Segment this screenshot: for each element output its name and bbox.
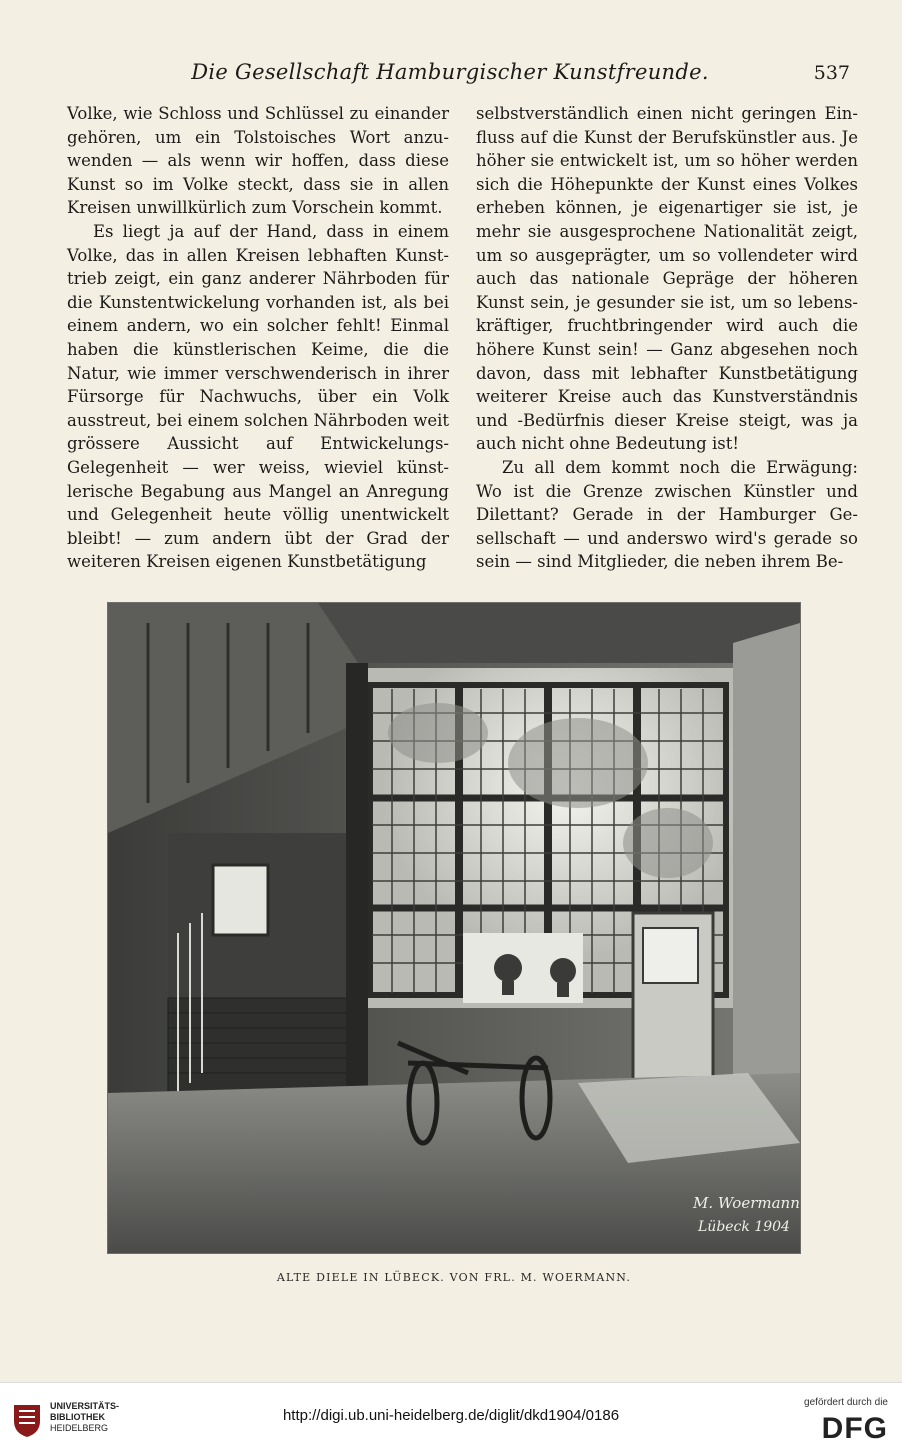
funding-note: gefördert durch die bbox=[804, 1397, 888, 1408]
painting-hall-interior bbox=[108, 603, 800, 1253]
institution-line: BIBLIOTHEK bbox=[50, 1412, 105, 1422]
illustration bbox=[108, 603, 800, 1253]
painter-signature: M. Woermann bbox=[693, 1194, 800, 1212]
institution-line: UNIVERSITÄTS- bbox=[50, 1401, 120, 1411]
paragraph: Es liegt ja auf der Hand, dass in einem Volke, das in allen Kreisen lebhaften Kunsttrieb zeigt, ein ganz anderer Nährboden für die Kunstentwickelung vorhanden ist, als bei einem andern, wo ein solcher fehlt! Einmal haben die künstlerischen Keime, die die Natur, wie immer verschwenderisch in ihrer Fürsorge für Nachwuchs, über ein Volk ausstreut, bei einem solchen Nährboden weit grössere Aussicht auf Entwickelungs-Gelegenheit — wer weiss, wieviel künstlerische Begabung aus Mangel an Anregung und Gelegenheit heute völlig unentwickelt bleibt! — zum andern übt der Grad der weiteren Kreisen eigenen Kunstbetätigung bbox=[67, 221, 449, 572]
permalink[interactable]: http://digi.ub.uni-heidelberg.de/diglit/dkd1904/0186 bbox=[282, 1407, 620, 1424]
running-title: Die Gesellschaft Hamburgischer Kunstfreunde. bbox=[191, 60, 709, 84]
paragraph: Zu all dem kommt noch die Erwägung: Wo ist die Grenze zwischen Künstler und Dilettant? Gerade in der Hamburger Gesellschaft — und anderswo wird's gerade so sein — sind Mitglieder, die neben ihrem Be- bbox=[476, 457, 858, 572]
page-number: 537 bbox=[813, 62, 850, 84]
painter-signature-place: Lübeck 1904 bbox=[698, 1219, 790, 1235]
text-column-right bbox=[476, 102, 858, 574]
text-column-left bbox=[67, 102, 449, 574]
dfg-logo: DFG bbox=[821, 1412, 888, 1445]
institution-line: HEIDELBERG bbox=[50, 1423, 109, 1433]
staircase bbox=[168, 998, 348, 1093]
paragraph: Volke, wie Schloss und Schlüssel zu einander gehören, um ein Tolstoisches Wort anzuwenden — als wenn wir hoffen, dass diese Kunst so im Volke steckt, dass sie in allen Kreisen unwillkürlich zum Vorschein kommt. bbox=[67, 104, 449, 218]
digitization-footer bbox=[0, 1382, 902, 1455]
paragraph: selbstverständlich einen nicht geringen Einfluss auf die Kunst der Berufskünstler aus. Je höher sie entwickelt ist, um so höher werden sich die Höhepunkte der Kunst eines Volkes erheben können, je eigenartiger sie ist, je mehr sie ausgesprochene Nationalität zeigt, um so ausgeprägter, um so vollendeter wird auch das nationale Gepräge der höheren Kunst sein, je gesunder sie ist, um so lebenskräftiger, fruchtbringender wird auch die höhere Kunst sein! — Ganz abgesehen noch davon, dass mit lebhafter Kunstbetätigung weiterer Kreise auch das Kunstverständnis und -Bedürfnis dieser Kreise steigt, was ja auch nicht ohne Bedeutung ist! bbox=[476, 104, 858, 454]
pillar bbox=[346, 663, 368, 1103]
stair-window bbox=[213, 865, 268, 935]
figure-caption: ALTE DIELE IN LÜBECK. VON FRL. M. WOERMANN. bbox=[276, 1271, 632, 1284]
door-window bbox=[643, 928, 698, 983]
